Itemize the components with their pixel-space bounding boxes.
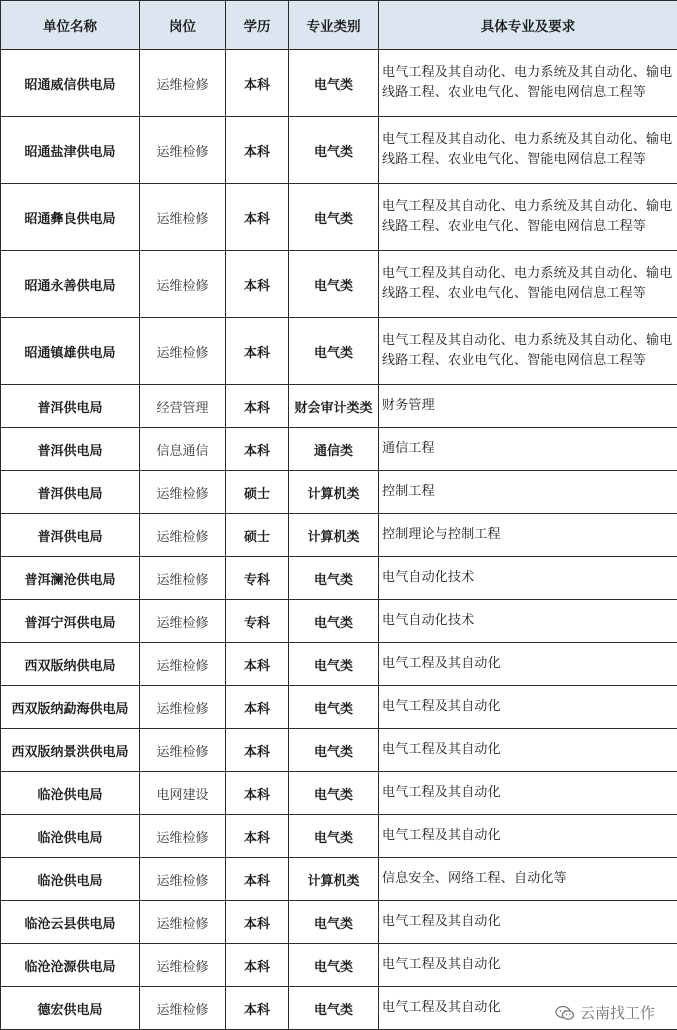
table-row — [1, 184, 677, 251]
cell-post: 运维检修 — [140, 318, 226, 385]
cell-unit: 昭通镇雄供电局 — [1, 318, 140, 385]
cell-post: 运维检修 — [140, 600, 226, 643]
cell-category: 电气类 — [289, 729, 379, 772]
cell-requirements: 控制理论与控制工程 — [379, 514, 677, 557]
cell-post: 运维检修 — [140, 117, 226, 184]
cell-education: 本科 — [226, 318, 289, 385]
cell-post: 运维检修 — [140, 686, 226, 729]
cell-category: 计算机类 — [289, 514, 379, 557]
cell-unit: 临沧供电局 — [1, 772, 140, 815]
cell-education: 本科 — [226, 772, 289, 815]
cell-education: 本科 — [226, 858, 289, 901]
cell-post: 运维检修 — [140, 944, 226, 987]
cell-education: 本科 — [226, 50, 289, 117]
cell-education: 本科 — [226, 184, 289, 251]
cell-education: 本科 — [226, 643, 289, 686]
wechat-icon — [555, 1005, 575, 1021]
cell-category: 计算机类 — [289, 471, 379, 514]
cell-category: 电气类 — [289, 557, 379, 600]
cell-post: 运维检修 — [140, 815, 226, 858]
cell-unit: 昭通彝良供电局 — [1, 184, 140, 251]
cell-unit: 普洱供电局 — [1, 428, 140, 471]
cell-unit: 西双版纳景洪供电局 — [1, 729, 140, 772]
header-category: 专业类别 — [289, 1, 379, 50]
table-header-row — [1, 1, 677, 50]
cell-category: 电气类 — [289, 944, 379, 987]
cell-post: 电网建设 — [140, 772, 226, 815]
cell-category: 电气类 — [289, 901, 379, 944]
table-row — [1, 557, 677, 600]
table-row — [1, 643, 677, 686]
cell-post: 运维检修 — [140, 251, 226, 318]
cell-requirements: 信息安全、网络工程、自动化等 — [379, 858, 677, 901]
cell-unit: 昭通威信供电局 — [1, 50, 140, 117]
cell-requirements: 电气工程及其自动化 — [379, 944, 677, 987]
cell-category: 电气类 — [289, 987, 379, 1030]
table-row — [1, 318, 677, 385]
cell-post: 运维检修 — [140, 643, 226, 686]
cell-category: 电气类 — [289, 772, 379, 815]
cell-post: 经营管理 — [140, 385, 226, 428]
cell-requirements: 电气工程及其自动化 — [379, 815, 677, 858]
header-unit: 单位名称 — [1, 1, 140, 50]
cell-unit: 临沧供电局 — [1, 815, 140, 858]
cell-education: 本科 — [226, 987, 289, 1030]
cell-requirements: 电气自动化技术 — [379, 600, 677, 643]
cell-category: 电气类 — [289, 50, 379, 117]
cell-education: 本科 — [226, 117, 289, 184]
cell-requirements: 电气工程及其自动化、电力系统及其自动化、输电线路工程、农业电气化、智能电网信息工程等 — [379, 184, 677, 251]
cell-requirements: 电气工程及其自动化、电力系统及其自动化、输电线路工程、农业电气化、智能电网信息工程等 — [379, 251, 677, 318]
cell-education: 本科 — [226, 251, 289, 318]
cell-requirements: 通信工程 — [379, 428, 677, 471]
cell-education: 本科 — [226, 686, 289, 729]
cell-unit: 临沧云县供电局 — [1, 901, 140, 944]
cell-unit: 普洱供电局 — [1, 471, 140, 514]
table-row — [1, 901, 677, 944]
cell-category: 电气类 — [289, 686, 379, 729]
cell-post: 运维检修 — [140, 858, 226, 901]
cell-requirements: 财务管理 — [379, 385, 677, 428]
cell-education: 专科 — [226, 557, 289, 600]
cell-unit: 昭通盐津供电局 — [1, 117, 140, 184]
cell-requirements: 电气工程及其自动化 — [379, 729, 677, 772]
cell-education: 本科 — [226, 385, 289, 428]
cell-education: 本科 — [226, 815, 289, 858]
table-row — [1, 686, 677, 729]
header-post: 岗位 — [140, 1, 226, 50]
cell-post: 运维检修 — [140, 557, 226, 600]
cell-category: 电气类 — [289, 184, 379, 251]
table-row — [1, 858, 677, 901]
cell-requirements: 电气工程及其自动化 — [379, 901, 677, 944]
cell-post: 运维检修 — [140, 514, 226, 557]
cell-post: 运维检修 — [140, 987, 226, 1030]
watermark — [555, 1002, 655, 1023]
cell-post: 运维检修 — [140, 471, 226, 514]
cell-education: 专科 — [226, 600, 289, 643]
table-row — [1, 514, 677, 557]
table-row — [1, 600, 677, 643]
cell-unit: 昭通永善供电局 — [1, 251, 140, 318]
cell-requirements: 电气工程及其自动化、电力系统及其自动化、输电线路工程、农业电气化、智能电网信息工程等 — [379, 117, 677, 184]
cell-unit: 德宏供电局 — [1, 987, 140, 1030]
cell-education: 本科 — [226, 901, 289, 944]
cell-unit: 临沧沧源供电局 — [1, 944, 140, 987]
cell-category: 电气类 — [289, 600, 379, 643]
cell-requirements: 电气工程及其自动化 — [379, 772, 677, 815]
cell-unit: 普洱澜沧供电局 — [1, 557, 140, 600]
cell-category: 电气类 — [289, 251, 379, 318]
cell-category: 电气类 — [289, 815, 379, 858]
cell-post: 运维检修 — [140, 729, 226, 772]
cell-unit: 西双版纳供电局 — [1, 643, 140, 686]
table-row — [1, 729, 677, 772]
cell-education: 硕士 — [226, 514, 289, 557]
cell-unit: 西双版纳勐海供电局 — [1, 686, 140, 729]
cell-unit: 普洱供电局 — [1, 514, 140, 557]
table-row — [1, 944, 677, 987]
cell-unit: 临沧供电局 — [1, 858, 140, 901]
table-row — [1, 117, 677, 184]
cell-education: 本科 — [226, 729, 289, 772]
cell-requirements: 控制工程 — [379, 471, 677, 514]
cell-category: 电气类 — [289, 643, 379, 686]
table-row — [1, 385, 677, 428]
header-education: 学历 — [226, 1, 289, 50]
table-row — [1, 428, 677, 471]
cell-unit: 普洱宁洱供电局 — [1, 600, 140, 643]
table-body — [1, 50, 677, 1030]
table-row — [1, 815, 677, 858]
cell-requirements: 电气工程及其自动化 — [379, 987, 677, 1030]
cell-education: 硕士 — [226, 471, 289, 514]
cell-requirements: 电气工程及其自动化 — [379, 643, 677, 686]
watermark-text: 云南找工作 — [580, 1002, 655, 1023]
cell-requirements: 电气工程及其自动化 — [379, 686, 677, 729]
cell-category: 通信类 — [289, 428, 379, 471]
cell-category: 电气类 — [289, 117, 379, 184]
cell-category: 计算机类 — [289, 858, 379, 901]
cell-post: 运维检修 — [140, 901, 226, 944]
cell-post: 运维检修 — [140, 50, 226, 117]
cell-education: 本科 — [226, 944, 289, 987]
table-row — [1, 50, 677, 117]
cell-requirements: 电气工程及其自动化、电力系统及其自动化、输电线路工程、农业电气化、智能电网信息工程等 — [379, 318, 677, 385]
cell-requirements: 电气自动化技术 — [379, 557, 677, 600]
cell-post: 信息通信 — [140, 428, 226, 471]
cell-category: 财会审计类类 — [289, 385, 379, 428]
table-row — [1, 772, 677, 815]
table-row — [1, 251, 677, 318]
header-requirements: 具体专业及要求 — [379, 1, 677, 50]
cell-post: 运维检修 — [140, 184, 226, 251]
cell-unit: 普洱供电局 — [1, 385, 140, 428]
cell-education: 本科 — [226, 428, 289, 471]
cell-category: 电气类 — [289, 318, 379, 385]
table-row — [1, 471, 677, 514]
cell-requirements: 电气工程及其自动化、电力系统及其自动化、输电线路工程、农业电气化、智能电网信息工程等 — [379, 50, 677, 117]
